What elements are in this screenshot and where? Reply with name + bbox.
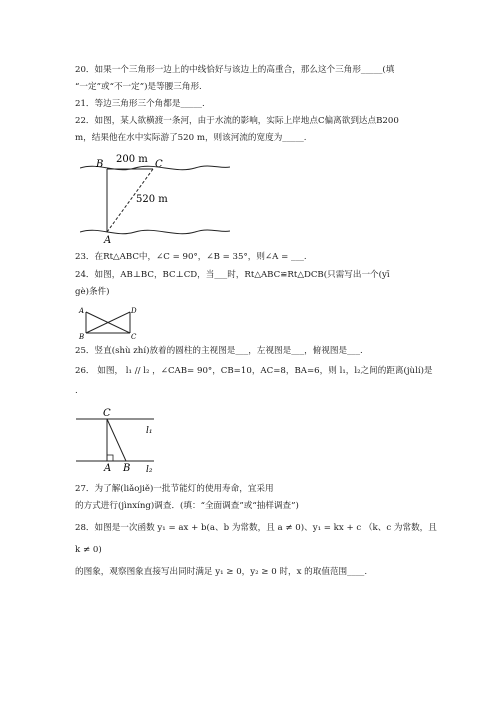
q26-line-2: .: [75, 386, 78, 396]
q20-line-2: “一定”或“不一定”)是等腰三角形.: [75, 82, 202, 92]
parallel-lines-figure: [76, 405, 166, 475]
q27-line-1: 27．为了解(liǎojiě)一批节能灯的使用寿命，宜采用: [75, 484, 274, 494]
q28-line-2: k ≠ 0): [75, 545, 102, 555]
point-c: C: [103, 408, 111, 419]
river-figure: [80, 150, 230, 245]
q24-line-2: gè)条件): [75, 287, 110, 297]
q25-line-1: 25．竖直(shù zhí)放着的圆柱的主视图是___，左视图是___，俯视图是___.: [75, 346, 363, 356]
q23-line-1: 23．在Rt△ABC中，∠C = 90°，∠B = 35°，则∠A = ___.: [75, 252, 307, 262]
rectangle-figure: [78, 305, 138, 341]
q21-line-1: 21．等边三角形三个角都是_____.: [75, 99, 205, 109]
q20-line-1: 20．如果一个三角形一边上的中线恰好与该边上的高重合，那么这个三角形_____(填: [75, 65, 395, 75]
label-l2: l₂: [146, 465, 153, 475]
q27-line-2: 的方式进行(jìnxíng)调查．(填：“全面调查”或“抽样调查”): [75, 501, 299, 511]
point-b: B: [96, 159, 104, 170]
q26-line-1: 26． 如图， l₁ // l₂ ，∠CAB= 90°，CB=10，AC=8，BA=6，则 l₁，l₂之间的距离(jùlí)是: [75, 366, 433, 376]
point-c: C: [131, 333, 137, 341]
right-angle-mark: [107, 455, 113, 461]
q22-line-1: 22．如图，某人欲横渡一条河，由于水流的影响，实际上岸地点C偏离欲到达点B200: [75, 116, 399, 126]
point-b: B: [123, 463, 131, 474]
point-b: B: [79, 333, 85, 341]
point-c: C: [155, 159, 163, 170]
point-a: A: [104, 463, 112, 474]
label-l1: l₁: [146, 426, 153, 436]
q28-line-3: 的图象，观察图象直接写出同时满足 y₁ ≥ 0，y₂ ≥ 0 时，x 的取值范围____.: [75, 567, 368, 577]
q24-line-1: 24．如图，AB⊥BC，BC⊥CD，当___时，Rt△ABC≌Rt△DCB(只需写出一个(yī: [75, 270, 390, 280]
river-bank-bottom: [80, 230, 230, 234]
point-a: A: [79, 307, 85, 315]
q22-line-2: m，结果他在水中实际游了520 m，则该河流的宽度为_____.: [75, 133, 307, 143]
point-a: A: [104, 235, 112, 245]
q28-line-1: 28．如图是一次函数 y₁ = ax + b(a、b 为常数，且 a ≠ 0)、y₁ = kx + c （k、c 为常数，且: [75, 523, 437, 533]
label-200m: 200 m: [116, 154, 148, 165]
label-520m: 520 m: [136, 194, 168, 205]
point-d: D: [131, 307, 137, 315]
